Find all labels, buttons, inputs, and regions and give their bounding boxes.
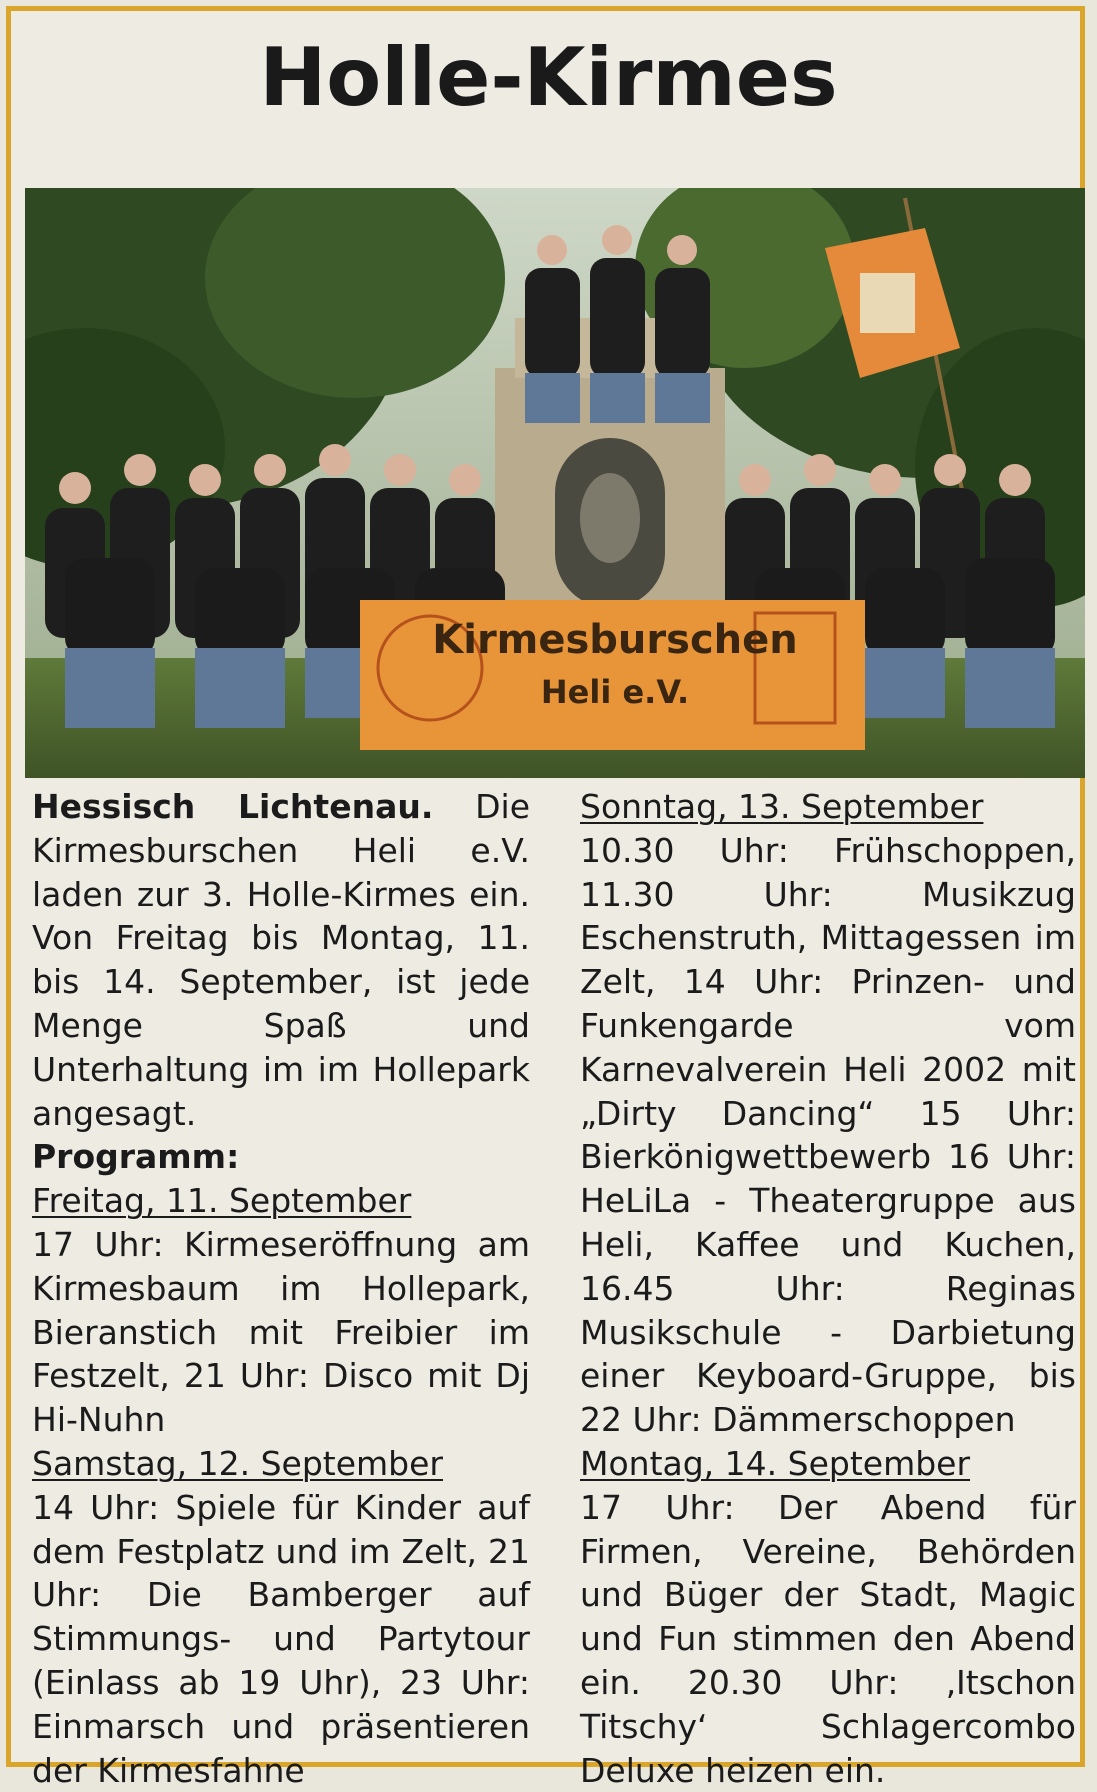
day-text-sunday: 10.30 Uhr: Frühschoppen, 11.30 Uhr: Musikzug Eschenstruth, Mittagessen im Zelt, 14 Uhr: Prinzen- und Funkengarde vom Karnevalverein Heli 2002 mit „Dirty Dancing“ 15 Uhr: Bierkönigwettbewerb 16 Uhr: HeLiLa - Theatergruppe aus Heli, Kaffee und Kuchen, 16.45 Uhr: Reginas Musikschule - Darbietung einer Keyboard-Gruppe, bis 22 Uhr: Dämmerschoppen <box>580 830 1076 1440</box>
day-heading-monday: Montag, 14. September <box>580 1443 971 1483</box>
article-title: Holle-Kirmes <box>259 31 838 124</box>
day-heading-sunday: Sonntag, 13. September <box>580 787 984 826</box>
day-text-saturday: 14 Uhr: Spiele für Kinder auf dem Festplatz und im Zelt, 21 Uhr: Die Bamberger auf Stimmungs- und Partytour (Einlass ab 19 Uhr), 23 Uhr: Einmarsch und präsentieren der Kirmesfahne <box>32 1487 530 1790</box>
banner-line2: Heli e.V. <box>540 673 690 711</box>
kirmesburschen-banner <box>360 600 865 750</box>
intro-paragraph <box>32 785 530 1135</box>
program-heading: Programm: <box>32 1137 240 1177</box>
group-photo <box>25 188 1085 778</box>
day-text-monday: 17 Uhr: Der Abend für Firmen, Vereine, Behörden und Büger der Stadt, Magic und Fun stimmen den Abend ein. 20.30 Uhr: ‚Itschon Titschy‘ Schlagercombo Deluxe heizen ein. <box>580 1487 1076 1790</box>
intro-place: Hessisch Lichtenau. <box>32 787 434 826</box>
intro-text: Die Kirmesburschen Heli e.V. laden zur 3. Holle-Kirmes ein. Von Freitag bis Montag, 11. bis 14. September, ist jede Menge Spaß und Unterhaltung im im Hollepark angesagt. <box>32 787 530 1133</box>
day-text-friday: 17 Uhr: Kirmeseröffnung am Kirmesbaum im Hollepark, Bieranstich mit Freibier im Festzelt, 21 Uhr: Disco mit Dj Hi-Nuhn <box>32 1224 530 1440</box>
column-right <box>580 785 1076 1792</box>
column-left <box>32 785 530 1792</box>
banner-line1: Kirmesburschen <box>432 617 798 663</box>
day-heading-saturday: Samstag, 12. September <box>32 1443 443 1483</box>
day-heading-friday: Freitag, 11. September <box>32 1181 412 1221</box>
